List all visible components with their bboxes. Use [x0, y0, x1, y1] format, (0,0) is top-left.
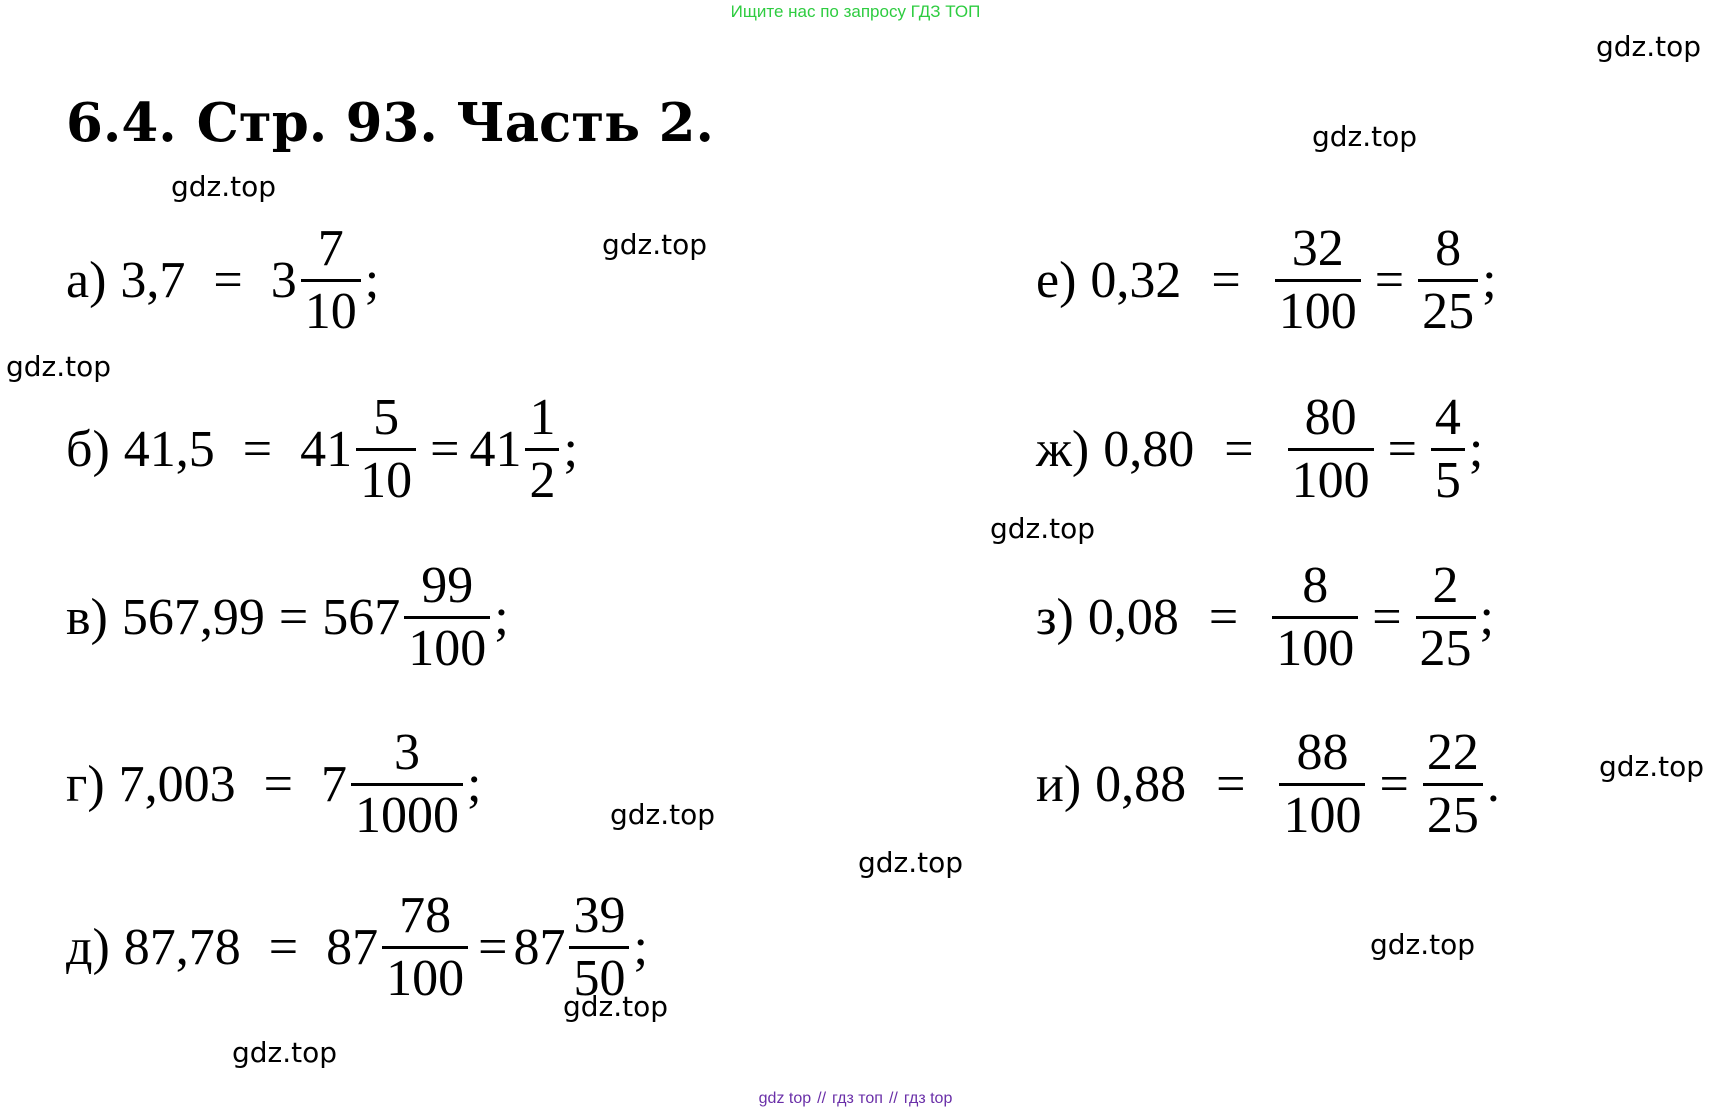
equation-e — [1036, 220, 1497, 340]
numerator: 1 — [529, 389, 556, 446]
eq-end: ; — [633, 919, 648, 976]
eq-fraction — [382, 887, 468, 1007]
footer-link[interactable]: gdz top — [758, 1090, 812, 1107]
eq-decimal: 3,7 — [120, 252, 186, 309]
eq-sign: = — [1374, 252, 1405, 309]
watermark: gdz.top — [1312, 120, 1418, 153]
exercise-number: 6.4. — [66, 92, 177, 154]
eq-fraction — [525, 389, 559, 509]
eq-fraction — [1272, 557, 1358, 677]
eq-label: з) — [1036, 589, 1074, 646]
numerator: 7 — [317, 220, 344, 277]
denominator: 1000 — [351, 783, 463, 842]
footer-separator: // — [888, 1090, 898, 1107]
eq-fraction — [351, 724, 463, 844]
denominator: 25 — [1418, 279, 1478, 338]
eq-sign: = — [1211, 252, 1241, 309]
eq-fraction — [1423, 724, 1483, 844]
top-search-note: Ищите нас по запросу ГДЗ ТОП — [730, 2, 981, 21]
equation-v — [66, 557, 509, 677]
eq-label: д) — [66, 919, 110, 976]
eq-sign: = — [1387, 421, 1417, 478]
eq-sign: = — [430, 421, 460, 478]
eq-sign: = — [1372, 589, 1402, 646]
eq-whole: 87 — [513, 919, 566, 976]
denominator: 2 — [525, 448, 559, 507]
eq-fraction — [301, 220, 361, 340]
denominator: 25 — [1423, 783, 1483, 842]
denominator: 50 — [569, 946, 629, 1005]
watermark: gdz.top — [1599, 750, 1705, 783]
eq-sign: = — [263, 756, 293, 813]
eq-sign: = — [1224, 421, 1254, 478]
denominator: 100 — [1288, 448, 1374, 507]
numerator: 8 — [1302, 557, 1329, 614]
eq-end: ; — [494, 589, 509, 646]
denominator: 100 — [404, 616, 490, 675]
watermark: gdz.top — [602, 228, 708, 261]
eq-decimal: 0,80 — [1103, 421, 1195, 478]
numerator: 4 — [1434, 389, 1461, 446]
eq-fraction — [404, 557, 490, 677]
watermark: gdz.top — [990, 512, 1096, 545]
equation-b — [66, 389, 578, 509]
eq-decimal: 87,78 — [123, 919, 241, 976]
denominator: 10 — [301, 279, 361, 338]
eq-label: в) — [66, 589, 108, 646]
eq-end: ; — [563, 421, 578, 478]
eq-whole: 41 — [469, 421, 522, 478]
eq-end: ; — [1479, 589, 1494, 646]
eq-sign: = — [242, 421, 273, 478]
equation-a — [66, 220, 380, 340]
numerator: 78 — [399, 887, 452, 944]
eq-label: и) — [1036, 756, 1082, 813]
equation-g — [66, 724, 482, 844]
watermark: gdz.top — [171, 170, 277, 203]
footer-link[interactable]: гдз топ — [832, 1090, 883, 1107]
eq-decimal: 7,003 — [118, 756, 236, 813]
eq-fraction — [1418, 220, 1478, 340]
eq-decimal: 0,32 — [1090, 252, 1182, 309]
watermark: gdz.top — [610, 798, 716, 831]
eq-fraction — [1275, 220, 1361, 340]
eq-whole: 7 — [320, 756, 347, 813]
denominator: 10 — [356, 448, 416, 507]
equation-i — [1036, 724, 1500, 844]
eq-sign: = — [213, 252, 243, 309]
denominator: 100 — [1272, 616, 1358, 675]
numerator: 3 — [393, 724, 420, 781]
watermark: gdz.top — [563, 990, 669, 1023]
numerator: 22 — [1426, 724, 1479, 781]
eq-fraction — [1288, 389, 1374, 509]
watermark: gdz.top — [6, 350, 112, 383]
eq-end: ; — [466, 756, 482, 813]
eq-whole: 41 — [300, 421, 353, 478]
numerator: 80 — [1304, 389, 1357, 446]
eq-decimal: 0,88 — [1095, 756, 1187, 813]
eq-sign: = — [1208, 589, 1239, 646]
eq-fraction — [1431, 389, 1465, 509]
title-text: Стр. 93. Часть 2. — [196, 92, 714, 154]
watermark: gdz.top — [1370, 928, 1476, 961]
eq-fraction — [356, 389, 416, 509]
watermark: gdz.top — [858, 846, 964, 879]
eq-sign: = — [478, 919, 508, 976]
numerator: 88 — [1296, 724, 1349, 781]
denominator: 100 — [382, 946, 468, 1005]
eq-end: ; — [1482, 252, 1497, 309]
equation-d — [66, 887, 648, 1007]
eq-whole: 567 — [322, 589, 401, 646]
eq-fraction — [1416, 557, 1476, 677]
footer-link[interactable]: гдз top — [903, 1090, 953, 1107]
denominator: 5 — [1431, 448, 1465, 507]
eq-decimal: 41,5 — [123, 421, 215, 478]
numerator: 99 — [421, 557, 474, 614]
denominator: 25 — [1416, 616, 1476, 675]
eq-whole: 3 — [270, 252, 297, 309]
eq-sign: = — [278, 589, 309, 646]
watermark: gdz.top — [232, 1036, 338, 1069]
watermark: gdz.top — [1596, 30, 1702, 63]
eq-end: ; — [1468, 421, 1484, 478]
numerator: 39 — [573, 887, 626, 944]
eq-fraction — [1279, 724, 1365, 844]
eq-fraction — [569, 887, 629, 1007]
eq-label: ж) — [1036, 421, 1090, 478]
footer-links — [0, 1090, 1711, 1108]
eq-end: . — [1486, 756, 1500, 813]
eq-sign: = — [268, 919, 299, 976]
equation-z — [1036, 557, 1494, 677]
numerator: 32 — [1291, 220, 1344, 277]
denominator: 100 — [1279, 783, 1365, 842]
eq-label: а) — [66, 252, 107, 309]
numerator: 5 — [373, 389, 400, 446]
page-title — [66, 92, 714, 154]
eq-decimal: 567,99 — [121, 589, 265, 646]
eq-whole: 87 — [326, 919, 379, 976]
eq-label: г) — [66, 756, 105, 813]
eq-sign: = — [1379, 756, 1409, 813]
denominator: 100 — [1275, 279, 1361, 338]
footer-separator: // — [817, 1090, 827, 1107]
eq-end: ; — [364, 252, 380, 309]
eq-decimal: 0,08 — [1087, 589, 1179, 646]
numerator: 2 — [1432, 557, 1459, 614]
eq-label: е) — [1036, 252, 1077, 309]
numerator: 8 — [1435, 220, 1462, 277]
eq-sign: = — [1216, 756, 1246, 813]
equation-zh — [1036, 389, 1484, 509]
eq-label: б) — [66, 421, 110, 478]
